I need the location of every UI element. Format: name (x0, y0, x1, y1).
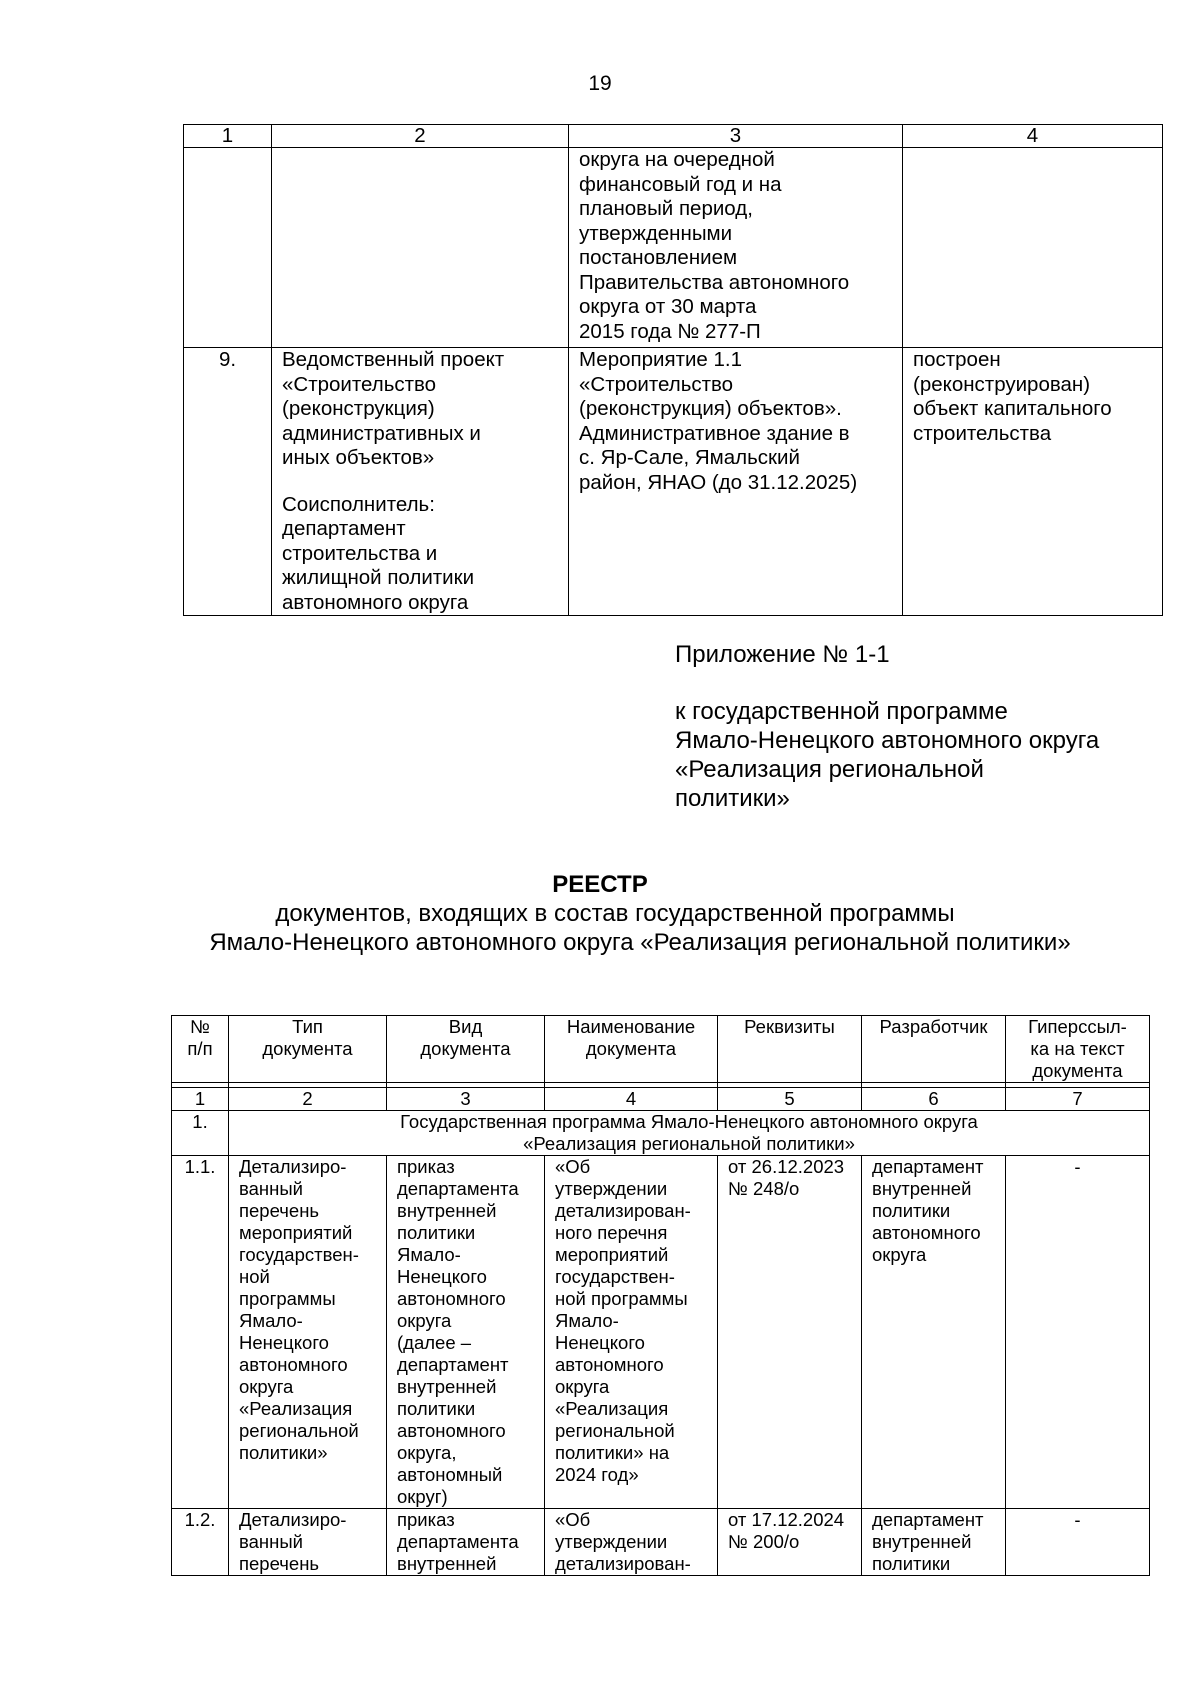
column-header: Тип документа (229, 1016, 387, 1083)
section-number: 1. (172, 1111, 229, 1156)
column-number: 5 (718, 1088, 862, 1111)
table-row (184, 148, 1163, 348)
appendix-line: политики» (675, 785, 790, 812)
column-number: 1 (172, 1088, 229, 1111)
doc-kind: приказ департамента внутренней (387, 1509, 545, 1576)
column-header: Вид документа (387, 1016, 545, 1083)
column-header: Наименование документа (545, 1016, 718, 1083)
appendix-block (675, 640, 1099, 813)
table-header-row (184, 125, 1163, 148)
appendix-line: к государственной программе (675, 698, 1008, 725)
appendix-line: «Реализация региональной (675, 756, 984, 783)
doc-name: «Об утверждении детализирован- ного перечня мероприятий государствен- ной программы Ямало- Ненецкого автономного округа «Реализация региональной политики» на 2024 год» (545, 1156, 718, 1509)
row-number (184, 148, 272, 348)
doc-developer: департамент внутренней политики (862, 1509, 1006, 1576)
column-number: 6 (862, 1088, 1006, 1111)
doc-details: от 26.12.2023 № 248/о (718, 1156, 862, 1509)
register-heading: РЕЕСТР (552, 871, 648, 898)
table-register (171, 1015, 1150, 1576)
register-subtitle: Ямало-Ненецкого автономного округа «Реализация региональной политики» (209, 929, 1071, 956)
table-row (172, 1156, 1150, 1509)
doc-details: от 17.12.2024 № 200/о (718, 1509, 862, 1576)
column-header: 1 (184, 125, 272, 148)
column-number: 4 (545, 1088, 718, 1111)
column-header: Гиперссыл- ка на текст документа (1006, 1016, 1150, 1083)
column-number-row (172, 1088, 1150, 1111)
column-header: 2 (272, 125, 569, 148)
register-title (0, 870, 1200, 957)
project-text: Ведомственный проект «Строительство (реконструкция) административных и иных объектов» (282, 348, 505, 469)
project-cell (272, 348, 569, 616)
table-header-row (172, 1016, 1150, 1083)
column-header: Реквизиты (718, 1016, 862, 1083)
doc-type: Детализиро- ванный перечень (229, 1509, 387, 1576)
doc-name: «Об утверждении детализирован- (545, 1509, 718, 1576)
column-header: № п/п (172, 1016, 229, 1083)
column-number: 2 (229, 1088, 387, 1111)
row-number: 1.2. (172, 1509, 229, 1576)
doc-kind: приказ департамента внутренней политики Ямало- Ненецкого автономного округа (далее – департамент внутренней политики автономного округа, автономный округ) (387, 1156, 545, 1509)
result-cell: построен (реконструирован) объект капитального строительства (903, 348, 1163, 616)
column-header: Разработчик (862, 1016, 1006, 1083)
row-number: 1.1. (172, 1156, 229, 1509)
table-events (183, 124, 1163, 616)
column-header: 4 (903, 125, 1163, 148)
doc-type: Детализиро- ванный перечень мероприятий государствен- ной программы Ямало- Ненецкого автономного округа «Реализация региональной политики» (229, 1156, 387, 1509)
doc-link: - (1006, 1156, 1150, 1509)
column-number: 3 (387, 1088, 545, 1111)
column-header: 3 (569, 125, 903, 148)
contractor-text: Соисполнитель: департамент строительства и жилищной политики автономного округа (282, 492, 475, 614)
table-row (172, 1509, 1150, 1576)
section-title: Государственная программа Ямало-Ненецкого автономного округа «Реализация региональной политики» (229, 1111, 1150, 1156)
project-cell (272, 148, 569, 348)
doc-developer: департамент внутренней политики автономного округа (862, 1156, 1006, 1509)
table-row (184, 348, 1163, 616)
event-cell: округа на очередной финансовый год и на плановый период, утвержденными постановлением Правительства автономного округа от 30 марта 2015 года № 277-П (569, 148, 903, 348)
section-row (172, 1111, 1150, 1156)
column-number: 7 (1006, 1088, 1150, 1111)
appendix-title: Приложение № 1-1 (675, 641, 890, 668)
appendix-line: Ямало-Ненецкого автономного округа (675, 727, 1100, 754)
event-cell: Мероприятие 1.1 «Строительство (реконструкция) объектов». Административное здание в с. Яр-Сале, Ямальский район, ЯНАО (до 31.12.2025) (569, 348, 903, 616)
page-number: 19 (588, 72, 612, 95)
row-number: 9. (184, 348, 272, 616)
result-cell (903, 148, 1163, 348)
register-subtitle: документов, входящих в состав государственной программы (275, 900, 955, 927)
doc-link: - (1006, 1509, 1150, 1576)
